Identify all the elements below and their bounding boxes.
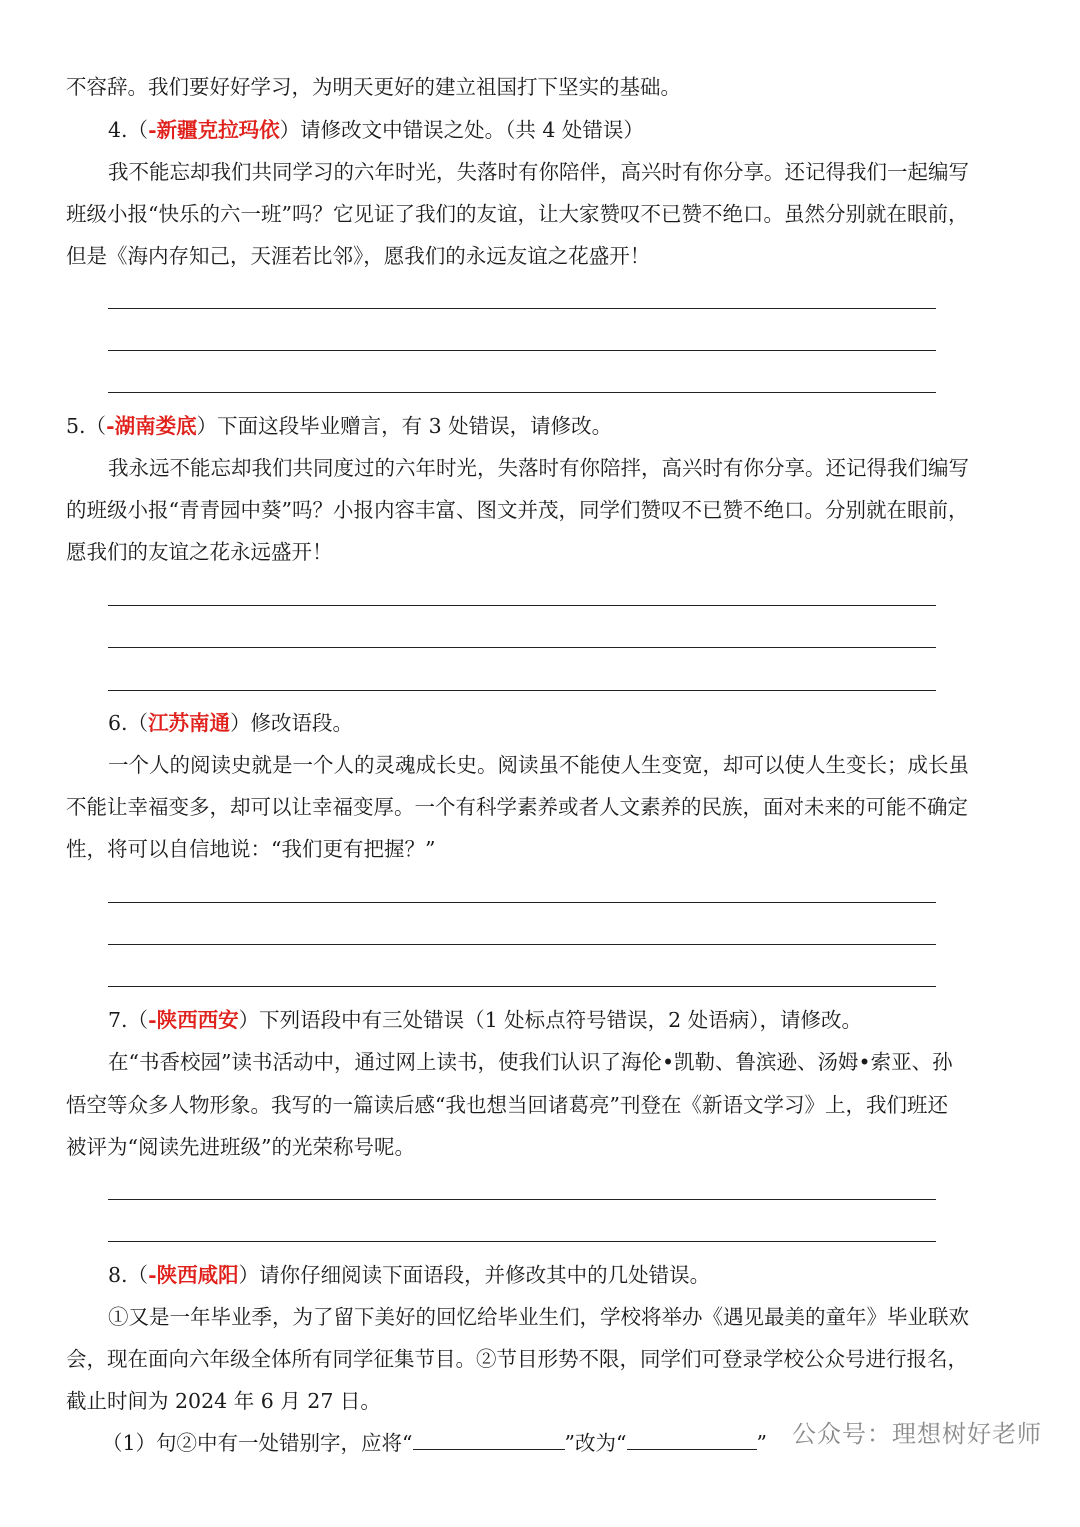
answer-line[interactable] xyxy=(108,902,936,903)
question-number: 7.（ xyxy=(108,1008,149,1032)
passage-line: 的班级小报“青青园中葵”吗？小报内容丰富、图文并茂，同学们赞叹不已赞不绝口。分别就在眼前， xyxy=(66,498,969,522)
sub-question-text: ”改为“ xyxy=(564,1431,627,1455)
answer-line[interactable] xyxy=(108,308,936,309)
answer-line[interactable] xyxy=(108,1241,936,1242)
blank-field-wrong-char[interactable] xyxy=(413,1429,565,1450)
intro-line: 不容辞。我们要好好学习，为明天更好的建立祖国打下坚实的基础。 xyxy=(66,75,681,99)
passage-line: 不能让幸福变多，却可以让幸福变厚。一个有科学素养或者人文素养的民族，面对未来的可能不确定 xyxy=(66,795,968,819)
passage-line: 悟空等众多人物形象。我写的一篇读后感“我也想当回诸葛亮”刊登在《新语文学习》上，我们班还 xyxy=(66,1093,948,1117)
sub-question-text: （1）句②中有一处错别字，应将“ xyxy=(102,1431,413,1455)
question-number: 8.（ xyxy=(108,1263,149,1287)
passage-line: 会，现在面向六年级全体所有同学征集节目。②节目形势不限，同学们可登录学校公众号进行报名， xyxy=(66,1347,968,1371)
question-prompt: ）请你仔细阅读下面语段，并修改其中的几处错误。 xyxy=(238,1263,711,1287)
passage-line: 愿我们的友谊之花永远盛开！ xyxy=(66,540,333,564)
passage-line: 一个人的阅读史就是一个人的灵魂成长史。阅读虽不能使人生变宽，却可以使人生变长；成长虽 xyxy=(108,753,969,777)
question-prompt: ）下列语段中有三处错误（1 处标点符号错误，2 处语病），请修改。 xyxy=(238,1008,862,1032)
passage-line: 但是《海内存知己，天涯若比邻》，愿我们的永远友谊之花盛开！ xyxy=(66,244,651,268)
watermark-text: 公众号：理想树好老师 xyxy=(792,1420,1042,1448)
sub-question-text: ” xyxy=(756,1431,767,1455)
question-4-heading xyxy=(108,115,1058,145)
question-source: -陕西西安 xyxy=(148,1008,239,1032)
question-prompt: ）下面这段毕业赠言，有 3 处错误，请修改。 xyxy=(196,414,613,438)
passage-line: 我永远不能忘却我们共同度过的六年时光，失落时有你陪拌，高兴时有你分享。还记得我们编写 xyxy=(108,456,969,480)
passage-line: ①又是一年毕业季，为了留下美好的回忆给毕业生们，学校将举办《遇见最美的童年》毕业联欢 xyxy=(108,1305,969,1329)
answer-line[interactable] xyxy=(108,647,936,648)
question-8-heading xyxy=(108,1260,1058,1290)
question-6-heading xyxy=(108,708,1058,738)
answer-line[interactable] xyxy=(108,690,936,691)
question-source: -新疆克拉玛依 xyxy=(148,118,280,142)
blank-field-correct-char[interactable] xyxy=(627,1429,757,1450)
answer-line[interactable] xyxy=(108,1199,936,1200)
question-source: 江苏南通 xyxy=(148,711,231,735)
question-number: 5.（ xyxy=(66,414,107,438)
question-number: 6.（ xyxy=(108,711,149,735)
answer-line[interactable] xyxy=(108,392,936,393)
question-prompt: ）请修改文中错误之处。（共 4 处错误） xyxy=(279,118,644,142)
passage-line: 班级小报“快乐的六一班”吗？它见证了我们的友谊，让大家赞叹不已赞不绝口。虽然分别就在眼前， xyxy=(66,202,969,226)
answer-line[interactable] xyxy=(108,605,936,606)
question-7-heading xyxy=(108,1005,1058,1035)
passage-line: 截止时间为 2024 年 6 月 27 日。 xyxy=(66,1389,381,1413)
passage-line: 被评为“阅读先进班级”的光荣称号呢。 xyxy=(66,1135,415,1159)
answer-line[interactable] xyxy=(108,986,936,987)
answer-line[interactable] xyxy=(108,944,936,945)
question-5-heading xyxy=(66,411,1016,441)
question-source: -湖南娄底 xyxy=(106,414,197,438)
question-prompt: ）修改语段。 xyxy=(230,711,354,735)
passage-line: 性，将可以自信地说：“我们更有把握？” xyxy=(66,837,436,861)
question-source: -陕西咸阳 xyxy=(148,1263,239,1287)
passage-line: 在“书香校园”读书活动中，通过网上读书，使我们认识了海伦•凯勒、鲁滨逊、汤姆•索亚、孙 xyxy=(108,1050,953,1074)
question-number: 4.（ xyxy=(108,118,149,142)
passage-line: 我不能忘却我们共同学习的六年时光，失落时有你陪伴，高兴时有你分享。还记得我们一起编写 xyxy=(108,160,969,184)
answer-line[interactable] xyxy=(108,350,936,351)
